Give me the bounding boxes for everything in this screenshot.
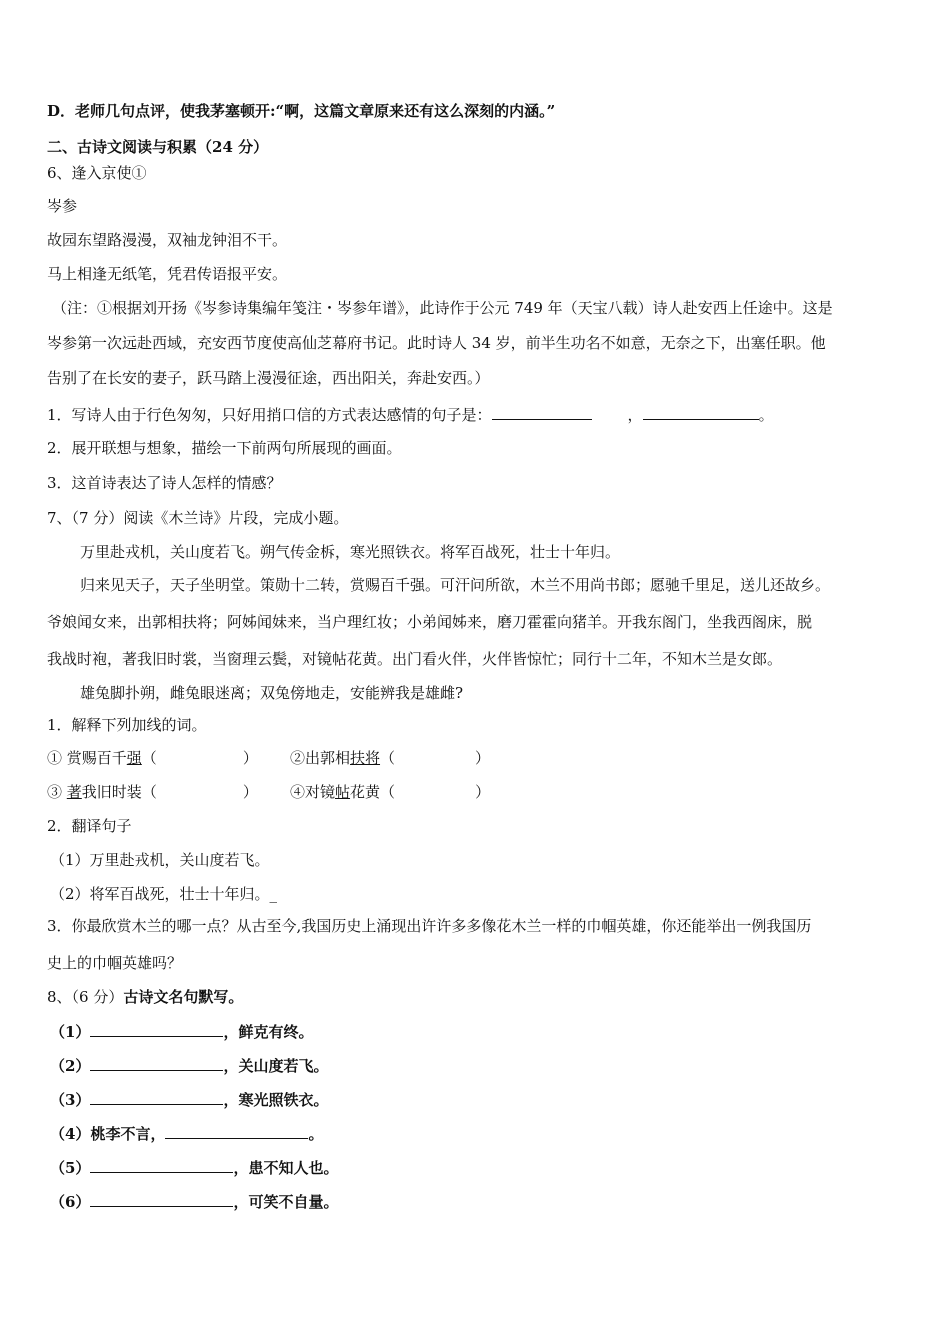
underlined-word: 帖 (335, 783, 351, 801)
answer-blank[interactable] (90, 1021, 223, 1037)
q6-note-line-2: 岑参第一次远赴西域，充安西节度使高仙芝幕府书记。此时诗人 34 岁，前半生功名不如意，无奈之下，出塞任职。他 (47, 334, 826, 352)
dictation-item-1: （1） ，鲜克有终。 (50, 1023, 314, 1041)
answer-blank[interactable] (90, 1055, 223, 1071)
q7-sub3-line-1: 3．你最欣赏木兰的哪一点？从古至今,我国历史上涌现出许许多多像花木兰一样的巾帼英雄，你还能举出一例我国历 (47, 917, 812, 935)
answer-blank[interactable] (90, 1191, 233, 1207)
mulan-para-2-line-3: 我战时袍，著我旧时裳，当窗理云鬓，对镜帖花黄。出门看火伴，火伴皆惊忙；同行十二年，不知木兰是女郎。 (47, 650, 783, 668)
dictation-item-5: （5） ，患不知人也。 (50, 1159, 339, 1177)
poem-line-2: 马上相逢无纸笔，凭君传语报平安。 (47, 265, 288, 283)
q6-sub1 (47, 404, 774, 425)
answer-blank[interactable] (90, 1089, 223, 1105)
mulan-para-3: 雄兔脚扑朔，雌兔眼迷离；双兔傍地走，安能辨我是雄雌? (80, 684, 464, 702)
translate-1: （1）万里赴戎机，关山度若飞。 (50, 851, 270, 869)
word-item-4: ④对镜帖花黄（ ） (290, 783, 491, 801)
translate-2: （2）将军百战死，壮士十年归。_ (50, 885, 278, 903)
dictation-item-6: （6） ，可笑不自量。 (50, 1193, 339, 1211)
q6-note-line-1: （注：①根据刘开扬《岑参诗集编年笺注・岑参年谱》，此诗作于公元 749 年（天宝八载）诗人赴安西上任途中。这是 (52, 299, 833, 317)
q6-header: 6、逢入京使① (47, 164, 147, 182)
q6-sub3: 3．这首诗表达了诗人怎样的情感？ (47, 474, 282, 492)
dictation-item-4: （4）桃李不言， 。 (50, 1125, 324, 1143)
answer-blank[interactable] (165, 1123, 308, 1139)
answer-blank[interactable] (643, 404, 759, 420)
q6-sub1-text: 1．写诗人由于行色匆匆，只好用捎口信的方式表达感情的句子是： (47, 406, 492, 424)
q6-sub1-end: 。 (758, 406, 774, 424)
q6-note-line-3: 告别了在长安的妻子，跃马踏上漫漫征途，西出阳关，奔赴安西。） (47, 369, 490, 387)
q8-header: 8、（6 分）古诗文名句默写。 (47, 988, 244, 1006)
word-item-2: ②出郭相扶将（ ） (290, 749, 491, 767)
q5-option-d: D．老师几句点评，使我茅塞顿开:“啊，这篇文章原来还有这么深刻的内涵。” (47, 102, 556, 120)
section2-title: 二、古诗文阅读与积累（24 分） (47, 138, 269, 156)
poem-line-1: 故园东望路漫漫，双袖龙钟泪不干。 (47, 231, 288, 249)
mulan-para-1: 万里赴戎机，关山度若飞。朔气传金柝，寒光照铁衣。将军百战死，壮士十年归。 (80, 543, 621, 561)
word-item-1: ① 赏赐百千强（ ） (47, 749, 258, 767)
poem-author: 岑参 (47, 197, 78, 215)
mulan-para-2-line-1: 归来见天子，天子坐明堂。策勋十二转，赏赐百千强。可汗问所欲，木兰不用尚书郎；愿驰千里足，送儿还故乡。 (80, 576, 831, 594)
q7-sub2: 2．翻译句子 (47, 817, 132, 835)
underlined-word: 强 (126, 749, 142, 767)
word-item-3: ③ 著我旧时装（ ） (47, 783, 258, 801)
q7-header: 7、（7 分）阅读《木兰诗》片段，完成小题。 (47, 509, 349, 527)
dictation-item-2: （2） ，关山度若飞。 (50, 1057, 329, 1075)
q7-sub1: 1．解释下列加线的词。 (47, 716, 207, 734)
underlined-word: 著 (66, 783, 82, 801)
q6-sub1-comma: ， (627, 406, 643, 424)
answer-blank[interactable] (492, 404, 592, 420)
q6-sub2: 2．展开联想与想象，描绘一下前两句所展现的画面。 (47, 439, 402, 457)
answer-blank[interactable] (90, 1157, 233, 1173)
q7-sub3-line-2: 史上的巾帼英雄吗？ (47, 954, 183, 972)
dictation-item-3: （3） ，寒光照铁衣。 (50, 1091, 329, 1109)
mulan-para-2-line-2: 爷娘闻女来，出郭相扶将；阿姊闻妹来，当户理红妆；小弟闻姊来，磨刀霍霍向猪羊。开我东阁门，坐我西阁床，脱 (47, 613, 813, 631)
underlined-word: 扶将 (350, 749, 381, 767)
